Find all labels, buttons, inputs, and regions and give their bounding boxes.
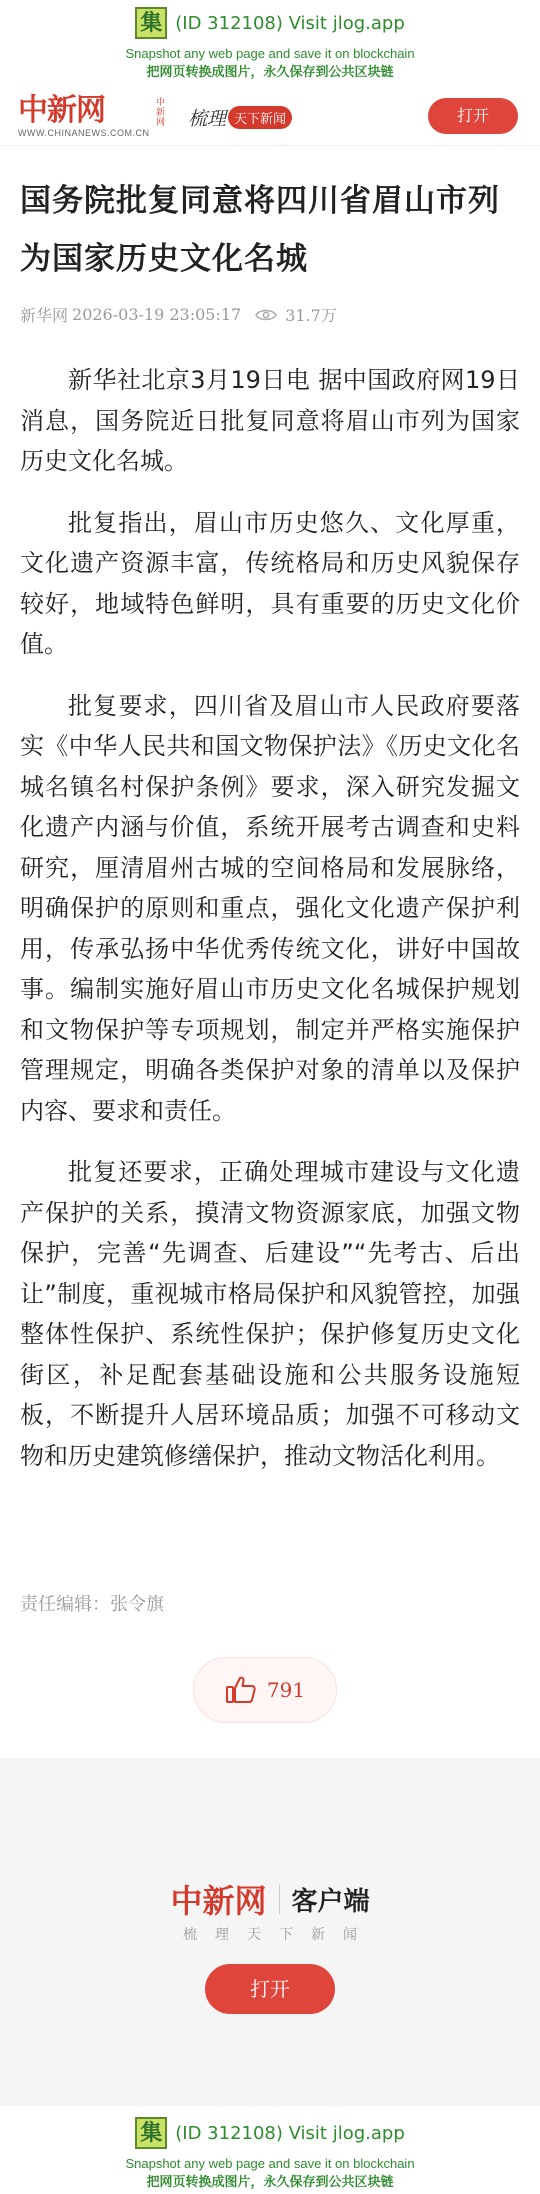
article-paragraph: 批复还要求，正确处理城市建设与文化遗产保护的关系，摸清文物资源家底，加强文物保护，完善“先调查、后建设”“先考古、后出让”制度，重视城市格局保护和风貌管控，加强整体性保护、系统性保护；保护修复历史文化街区，补足配套基础设施和公共服务设施短板，不断提升人居环境品质；加强不可移动文物和历史建筑修缮保护，推动文物活化利用。 [20, 1158, 520, 1470]
promo-brand: 中新网 [170, 1882, 267, 1920]
view-count: 31.7万 [285, 306, 337, 325]
promo-client-label: 客户端 [291, 1886, 370, 1917]
site-logo[interactable] [18, 94, 150, 138]
eye-icon [255, 308, 277, 322]
promo-divider [279, 1884, 280, 1914]
jlog-tagline-zh: 把网页转换成图片，永久保存到公共区块链 [146, 65, 394, 80]
article-paragraph: 批复要求，四川省及眉山市人民政府要落实《中华人民共和国文物保护法》《历史文化名城名镇名村保护条例》要求，深入研究发掘文化遗产内涵与价值，系统开展考古调查和史料研究，厘清眉州古城的空间格局和发展脉络，明确保护的原则和重点，强化文化遗产保护利用，传承弘扬中华优秀传统文化，讲好中国故事。编制实施好眉山市历史文化名城保护规划和文物保护等专项规划，制定并严格实施保护管理规定，明确各类保护对象的清单以及保护内容、要求和责任。 [20, 691, 520, 1125]
jlog-tagline-zh: 把网页转换成图片，永久保存到公共区块链 [146, 2175, 394, 2190]
article-paragraph: 新华社北京3月19日电 据中国政府网19日消息，国务院近日批复同意将眉山市列为国家历史文化名城。 [20, 366, 520, 475]
slogan-part-b: 天下新闻 [228, 106, 292, 129]
logo-side-text: 中新网 [156, 98, 166, 128]
article-source: 新华网 [20, 306, 69, 325]
like-button[interactable] [193, 1657, 337, 1723]
promo-logo [0, 1876, 540, 1922]
jlog-tagline-en: Snapshot any web page and save it on blockchain [125, 2156, 415, 2171]
jlog-banner-bottom[interactable] [0, 2106, 540, 2194]
article-meta [20, 303, 337, 326]
jlog-banner-top[interactable] [0, 0, 540, 88]
jlog-tagline-en: Snapshot any web page and save it on blockchain [125, 46, 415, 61]
logo-url: WWW.CHINANEWS.COM.CN [18, 128, 150, 138]
slogan-part-a: 梳理 [188, 108, 227, 130]
jlog-headline-row [0, 4, 540, 42]
article-body [20, 360, 520, 1497]
open-app-button[interactable]: 打开 [428, 98, 518, 134]
logo-text: 中新网 [18, 93, 105, 128]
jlog-badge-icon: 集 [135, 2117, 167, 2149]
site-slogan [188, 104, 292, 131]
like-count: 791 [266, 1678, 306, 1702]
app-promo-section [0, 1758, 540, 2106]
article-time: 2026-03-19 23:05:17 [72, 305, 242, 324]
jlog-badge-icon: 集 [135, 7, 167, 39]
site-header [0, 88, 540, 146]
thumbs-up-icon [225, 1675, 257, 1705]
article-title: 国务院批复同意将四川省眉山市列为国家历史文化名城 [20, 183, 500, 277]
jlog-headline[interactable]: (ID 312108) Visit jlog.app [175, 2122, 405, 2144]
responsible-editor: 责任编辑：张令旗 [20, 1594, 164, 1615]
open-app-button-bottom[interactable]: 打开 [205, 1964, 335, 2014]
promo-slogan: 梳理天下新闻 [183, 1927, 375, 1943]
article-paragraph: 批复指出，眉山市历史悠久、文化厚重，文化遗产资源丰富，传统格局和历史风貌保存较好，地域特色鲜明，具有重要的历史文化价值。 [20, 508, 520, 658]
jlog-headline-row [0, 2114, 540, 2152]
jlog-headline[interactable]: (ID 312108) Visit jlog.app [175, 12, 405, 34]
